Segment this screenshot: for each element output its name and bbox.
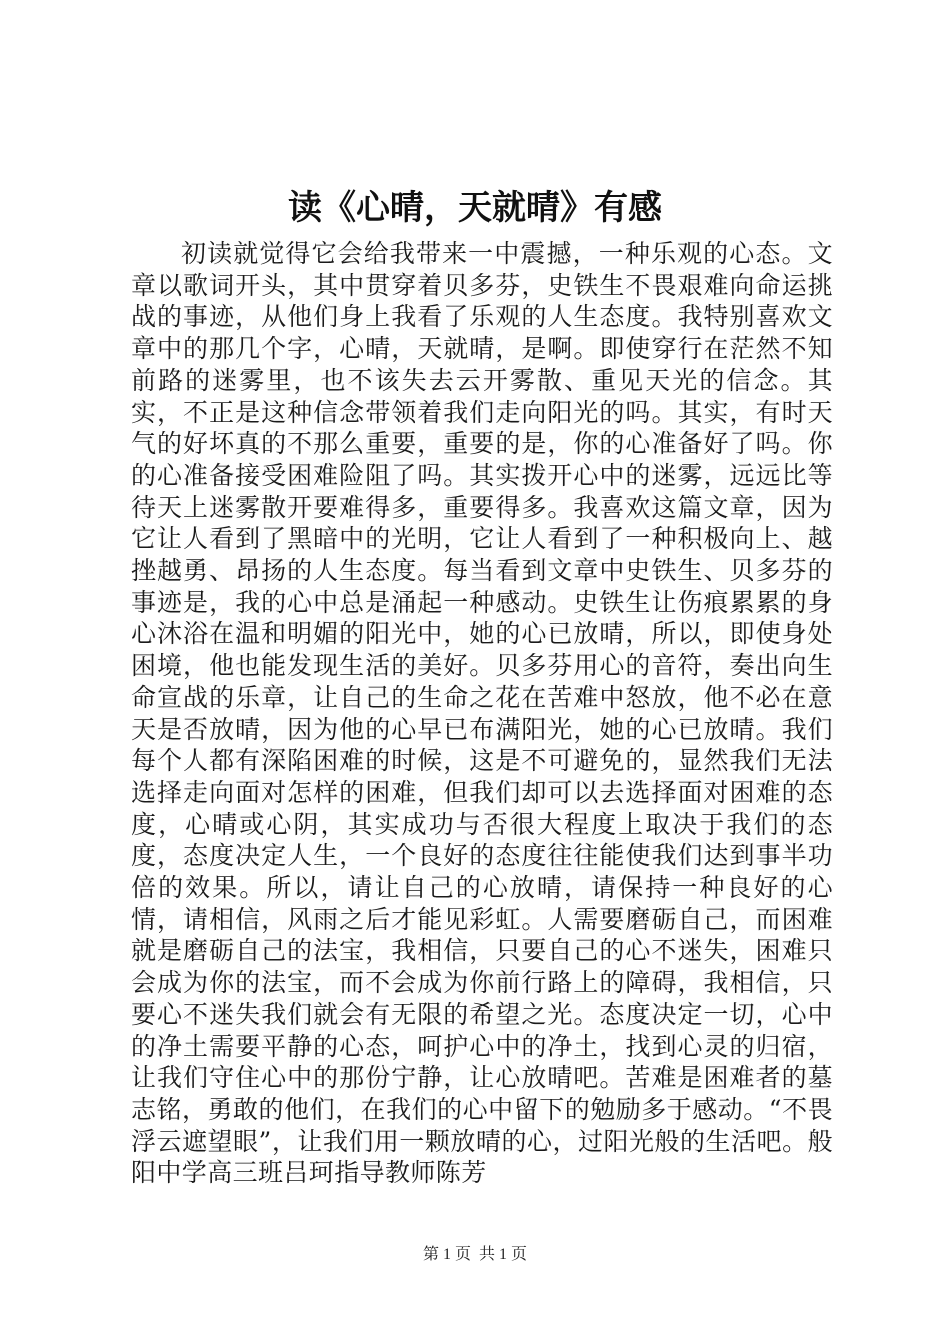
page-footer xyxy=(0,1244,950,1266)
document-body: 初读就觉得它会给我带来一中震撼，一种乐观的心态。文章以歌词开头，其中贯穿着贝多芬，史铁生不畏艰难向命运挑战的事迹，从他们身上我看了乐观的人生态度。我特别喜欢文章中的那几个字，心晴，天就晴，是啊。即使穿行在茫然不知前路的迷雾里，也不该失去云开雾散、重见天光的信念。其实，不正是这种信念带领着我们走向阳光的吗。其实，有时天气的好坏真的不那么重要，重要的是，你的心准备好了吗。你的心准备接受困难险阻了吗。其实拨开心中的迷雾，远远比等待天上迷雾散开要难得多，重要得多。我喜欢这篇文章，因为它让人看到了黑暗中的光明，它让人看到了一种积极向上、越挫越勇、昂扬的人生态度。每当看到文章中史铁生、贝多芬的事迹是，我的心中总是涌起一种感动。史铁生让伤痕累累的身心沐浴在温和明媚的阳光中，她的心已放晴，所以，即使身处困境，他也能发现生活的美好。贝多芬用心的音符，奏出向生命宣战的乐章，让自己的生命之花在苦难中怒放，他不必在意天是否放晴，因为他的心早已布满阳光，她的心已放晴。我们每个人都有深陷困难的时候，这是不可避免的，显然我们无法选择走向面对怎样的困难，但我们却可以去选择面对困难的态度，心晴或心阴，其实成功与否很大程度上取决于我们的态度，态度决定人生，一个良好的态度往往能使我们达到事半功倍的效果。所以，请让自己的心放晴，请保持一种良好的心情，请相信，风雨之后才能见彩虹。人需要磨砺自己，而困难就是磨砺自己的法宝，我相信，只要自己的心不迷失，困难只会成为你的法宝，而不会成为你前行路上的障碍，我相信，只要心不迷失我们就会有无限的希望之光。态度决定一切，心中的净土需要平静的心态，呵护心中的净土，找到心灵的归宿，让我们守住心中的那份宁静，让心放晴吧。苦难是困难者的墓志铭，勇敢的他们，在我们的心中留下的勉励多于感动。“不畏浮云遮望眼”，让我们用一颗放晴的心，过阳光般的生活吧。般阳中学高三班吕珂指导教师陈芳 xyxy=(131,239,833,1188)
page-total: 共 1 页 xyxy=(479,1246,528,1263)
page-number: 第 1 页 xyxy=(422,1246,471,1263)
document-title: 读《心晴，天就晴》有感 xyxy=(288,188,662,228)
